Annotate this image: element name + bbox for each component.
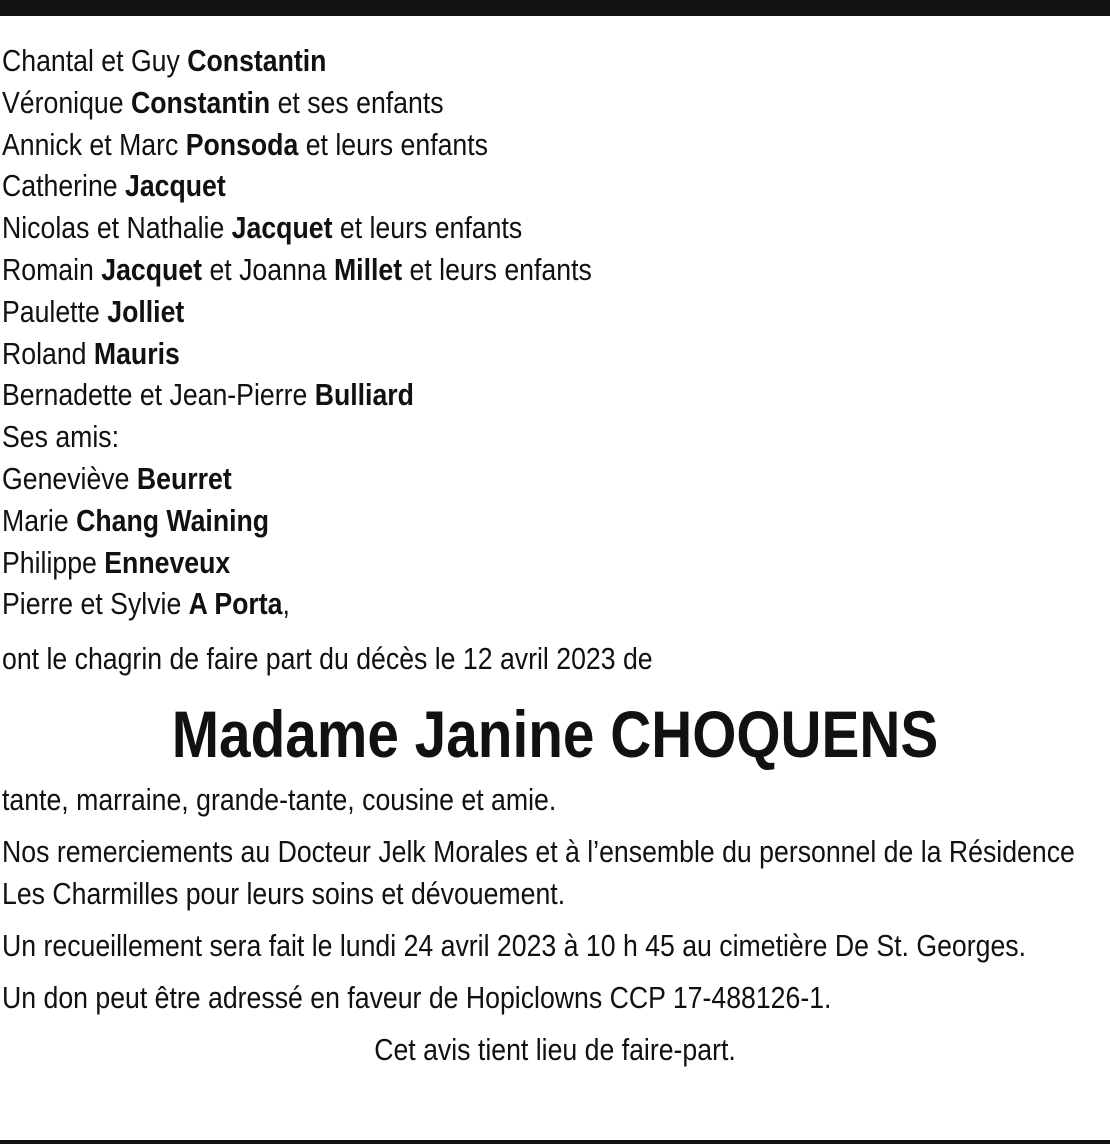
- family-line: Bernadette et Jean-Pierre Bulliard: [2, 377, 414, 413]
- thanks-text: Nos remerciements au Docteur Jelk Morales et à l’ensemble du personnel de la Résidence Les Charmilles pour leurs soins et dévouement.: [2, 834, 1075, 912]
- friends-label: Ses amis:: [2, 419, 120, 455]
- family-line: Véronique Constantin et ses enfants: [2, 84, 444, 120]
- friends-list: [2, 458, 1108, 625]
- friend-line: Philippe Enneveux: [2, 544, 231, 580]
- death-announcement: ont le chagrin de faire part du décès le 12 avril 2023 de: [2, 641, 653, 677]
- family-line: Nicolas et Nathalie Jacquet et leurs enfants: [2, 210, 523, 246]
- closing-note: Cet avis tient lieu de faire-part.: [374, 1032, 736, 1068]
- obituary-notice: [2, 40, 1108, 1071]
- family-line: Romain Jacquet et Joanna Millet et leurs enfants: [2, 251, 592, 287]
- family-line: Paulette Jolliet: [2, 293, 185, 329]
- family-line: Annick et Marc Ponsoda et leurs enfants: [2, 126, 488, 162]
- top-border-rule: [0, 0, 1110, 16]
- deceased-name: Madame Janine CHOQUENS: [171, 697, 939, 772]
- family-line: Catherine Jacquet: [2, 168, 226, 204]
- donation-text: Un don peut être adressé en faveur de Hopiclowns CCP 17-488126-1.: [2, 980, 832, 1016]
- family-line: Roland Mauris: [2, 335, 180, 371]
- bottom-border-rule: [0, 1140, 1110, 1144]
- friend-line: Pierre et Sylvie A Porta,: [2, 586, 290, 622]
- friend-line: Marie Chang Waining: [2, 502, 270, 538]
- family-list: [2, 40, 1108, 416]
- family-line: Chantal et Guy Constantin: [2, 43, 327, 78]
- relationship-text: tante, marraine, grande-tante, cousine et amie.: [2, 782, 557, 818]
- ceremony-text: Un recueillement sera fait le lundi 24 avril 2023 à 10 h 45 au cimetière De St. Georges.: [2, 928, 1027, 964]
- friend-line: Geneviève Beurret: [2, 460, 232, 496]
